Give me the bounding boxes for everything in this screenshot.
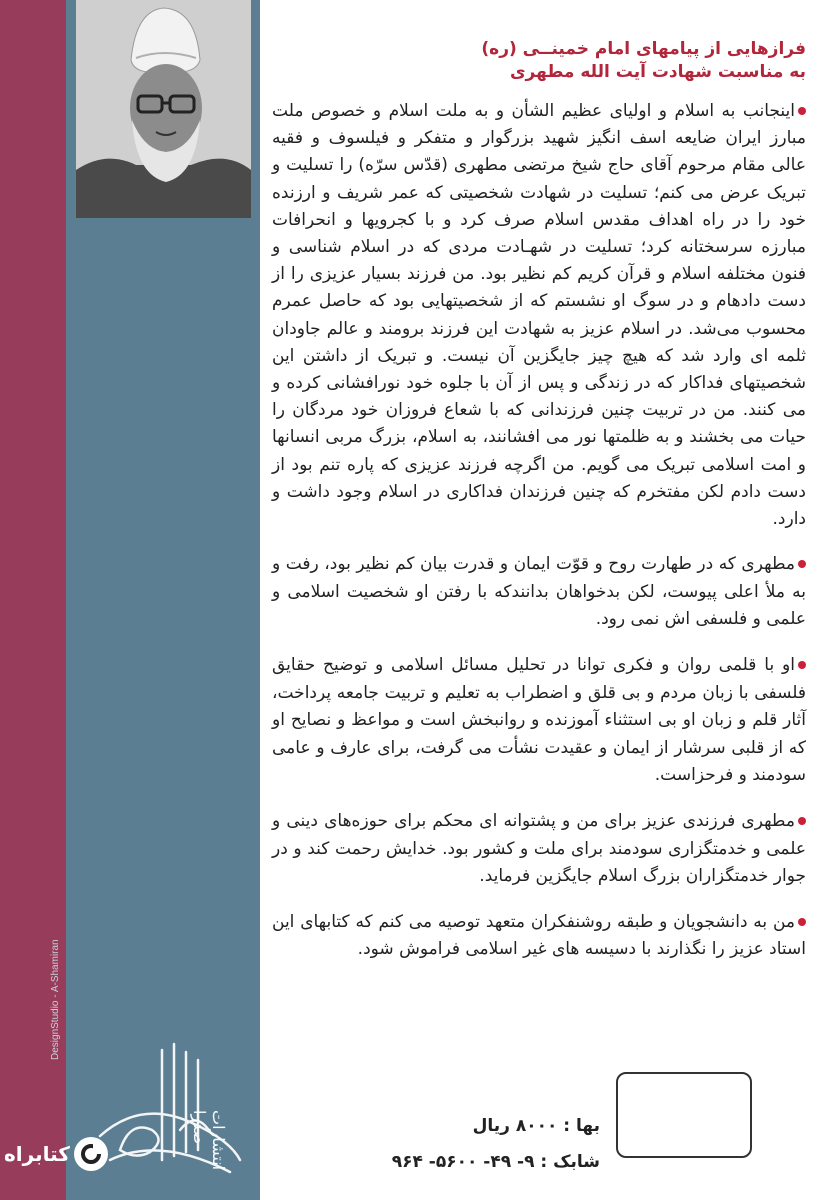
bullet-icon <box>798 918 806 926</box>
bullet-icon <box>798 107 806 115</box>
page-heading <box>272 38 806 84</box>
heading-line-2: به مناسبت شهادت آیت الله مطهری <box>509 62 806 82</box>
bullet-icon <box>798 817 806 825</box>
paragraph-5-text: من به دانشجویان و طبقه روشنفکران متعهد توصیه می کنم که کتابهای این استاد عزیز را نگذارند با دسیسه های غیر اسلامی فراموش شود. <box>272 911 806 960</box>
barcode-box <box>616 1072 752 1158</box>
paragraph-1-text: اینجانب به اسلام و اولیای عظیم الشأن و به ملت اسلام و خصوص ملت مبارز ایران ضایعه اسف انگیز شهید بزرگوار و متفکر و فیلسوف و فقیه عالی مقام مرحوم آقای حاج شیخ مرتضی مطهری (قدّس سرّه) را تسلیت و تبریک عرض می کنم؛ تسلیت در شهادت شخصیتی که عمر شریف و ارزنده خود را در راه اهداف مقدس اسلام صرف کرد و با کجرویها و انحرافات مبارزه سرسختانه کرد؛ تسلیت در شهـادت مردی که در اسلام شناسی و فنون مختلفه اسلام و قرآن کریم کم نظیر بود. من فرزند بسیار عزیزی را از دست دادهام و در سوگ او نشستم که از شخصیتهایی بود که حاصل عمرم محسوب می‌شد. در اسلام عزیز به شهادت این فرزند برومند و عالم جاودان ثلمه ای وارد شد که هیچ چیز جایگزین آن نیست. و تبریک از داشتن این شخصیتهای فداکار که در زندگی و پس از آن با جلوه خود نورافشانی کرده و می کنند. من در تربیت چنین فرزندانی که با شعاع فروزان خود مردگان را حیات می بخشند و به ظلمتها نور می افشانند، به اسلام، بزرگ مربی انسانها و امت اسلامی تبریک می گویم. من اگرچه فرزند عزیزی که پاره تنم بود از دست دادم لکن مفتخرم که چنین فرزندان فداکاری در اسلام وجود داشت و دارد. <box>272 101 806 530</box>
heading-line-1: فرازهایی از پیامهای امام خمینــی (ره) <box>481 39 806 59</box>
paragraph-3-text: او با قلمی روان و فکری توانا در تحلیل مسائل اسلامی و توضیح حقایق فلسفی با زبان مردم و بی قلق و اضطراب به تعلیم و تربیت جامعه پرداخت، آثار قلم و زبان او بی استثناء آموزنده و روانبخش است و مواعظ و نصایح او که از قلبی سرشار از ایمان و عقیدت نشأت می گرفت، برای عارف و عامی سودمند و فرحزاست. <box>272 655 806 786</box>
paragraph-5 <box>272 909 806 964</box>
bullet-icon <box>798 661 806 669</box>
paragraph-2 <box>272 551 806 634</box>
ketabrah-logo-icon <box>74 1137 108 1171</box>
publisher-name-vertical: انتشارات صدرا <box>190 1110 228 1171</box>
paragraph-2-text: مطهری که در طهارت روح و قوّت ایمان و قدرت بیان کم نظیر بود، رفت و به ملأ اعلی پیوست، لکن بدخواهان بدانندکه با رفتن او شخصیت اسلامی و علمی و فلسفی اش نمی رود. <box>272 554 806 630</box>
ketabrah-watermark <box>4 1132 116 1176</box>
paragraph-1 <box>272 98 806 533</box>
price-label: بها : ۸۰۰۰ ریال <box>472 1116 600 1136</box>
isbn-label: شابک : ۹- ۴۹- ۵۶۰۰- ۹۶۴ <box>391 1152 600 1172</box>
paragraphs <box>272 98 806 964</box>
ketabrah-watermark-text: کتابراه <box>4 1142 70 1166</box>
publisher-calligraphy-logo <box>80 1040 260 1200</box>
portrait-photo <box>76 0 251 218</box>
paragraph-3 <box>272 652 806 790</box>
bullet-icon <box>798 560 806 568</box>
message-content <box>272 38 806 982</box>
paragraph-4-text: مطهری فرزندی عزیز برای من و پشتوانه ای محکم برای حوزه‌های دینی و علمی و خدمتگزاری سودمند برای ملت و کشور بود. خدایش رحمت کند و در جوار خدمتگزاران بزرگ اسلام جایگزین فرماید. <box>272 811 806 887</box>
paragraph-4 <box>272 808 806 891</box>
design-studio-credit: DesignStudio - A-Shamiran <box>50 939 61 1060</box>
